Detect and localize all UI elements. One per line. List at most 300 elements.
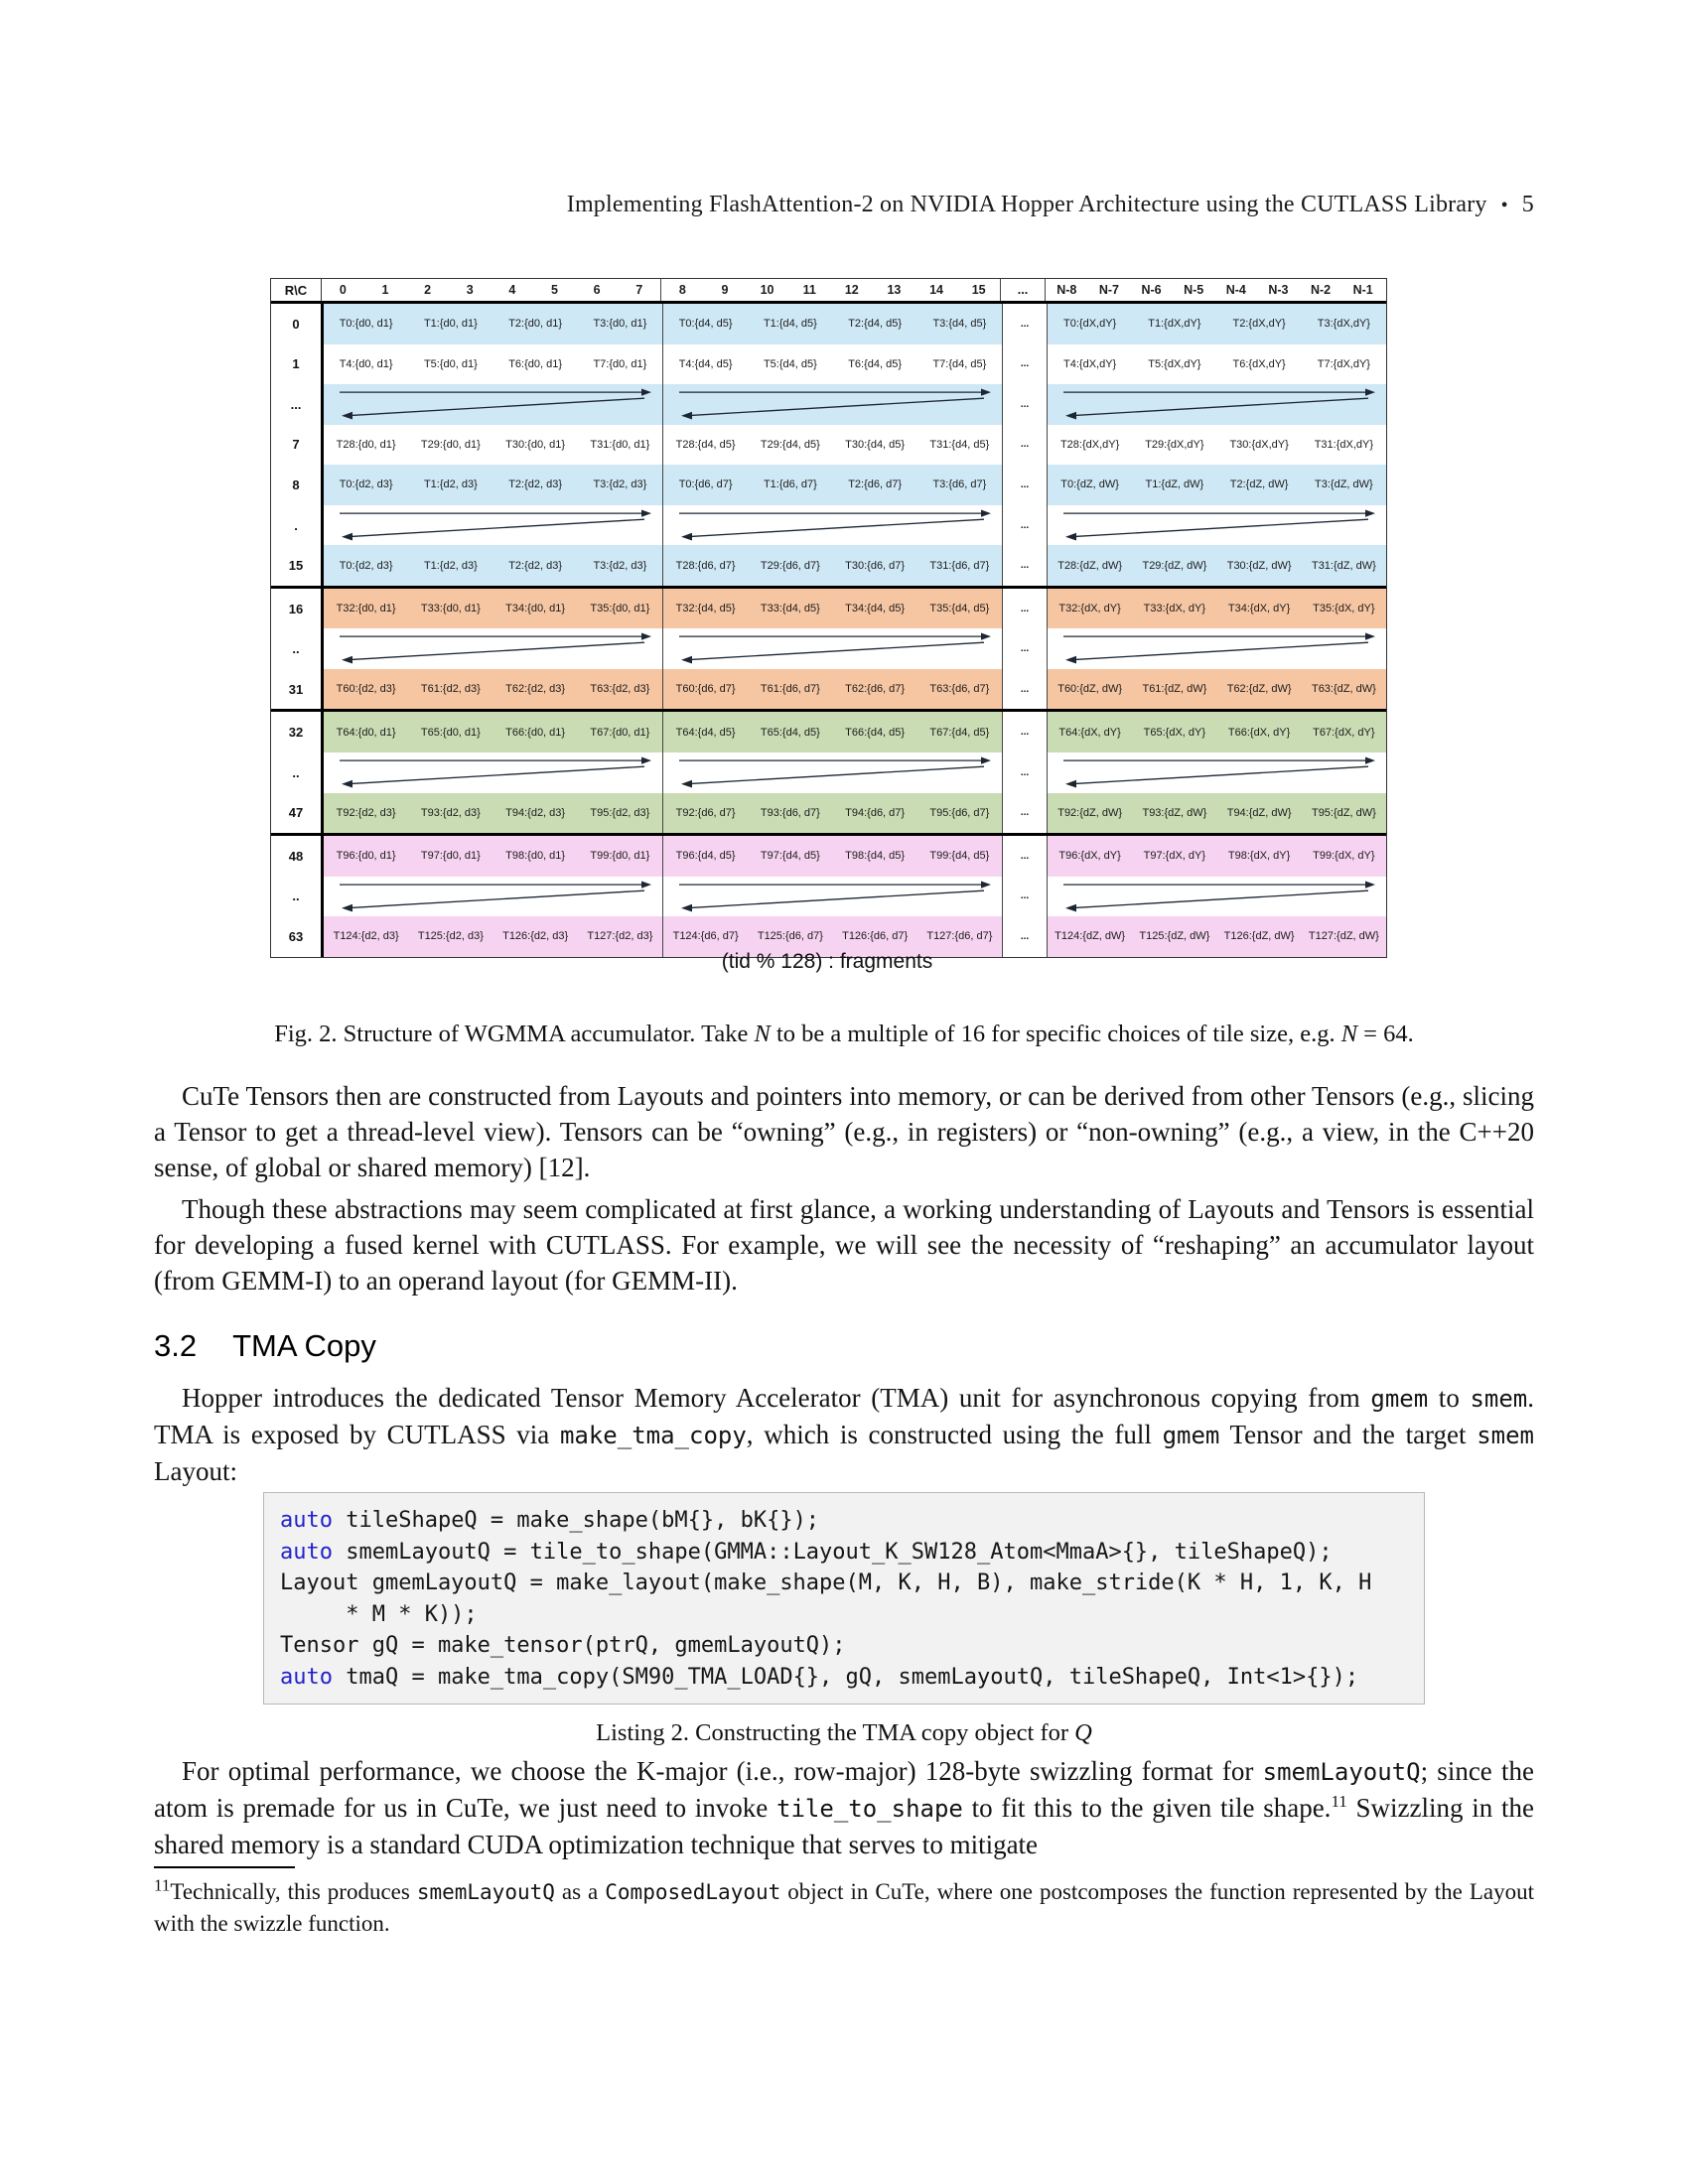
fragment-cell: T63:{d6, d7} bbox=[929, 683, 990, 696]
row-block bbox=[324, 384, 663, 425]
fragment-cell: T126:{dZ, dW} bbox=[1223, 930, 1295, 943]
row-block bbox=[663, 752, 1003, 793]
row-label-cell: 16 bbox=[271, 589, 324, 629]
row-block bbox=[1048, 752, 1386, 793]
fragment-cell: T7:{d4, d5} bbox=[932, 357, 987, 370]
text-segment: , which is constructed using the full bbox=[746, 1420, 1163, 1449]
column-header-block bbox=[661, 279, 1001, 301]
fragment-cell: T93:{d6, d7} bbox=[760, 806, 820, 819]
wgmma-accumulator-table bbox=[270, 278, 1387, 958]
traversal-order-arrow bbox=[663, 628, 1002, 669]
fragment-cell: T2:{d2, d3} bbox=[508, 478, 563, 491]
code-line bbox=[280, 1537, 1424, 1569]
column-header-block bbox=[322, 279, 661, 301]
traversal-order-arrow bbox=[324, 628, 662, 669]
fragment-cell: T1:{dZ, dW} bbox=[1145, 478, 1204, 491]
fragment-cell: T126:{d6, d7} bbox=[842, 930, 909, 943]
row-block bbox=[324, 836, 663, 877]
listing-caption bbox=[154, 1719, 1534, 1747]
code-token: smemLayoutQ = tile_to_shape(GMMA::Layout_K_SW128_Atom<MmaA>{}, tileShapeQ); bbox=[332, 1539, 1333, 1565]
section-title: TMA Copy bbox=[232, 1328, 376, 1363]
row-block bbox=[1048, 836, 1386, 877]
traversal-order-arrow bbox=[663, 505, 1002, 546]
fragment-cell: T93:{d2, d3} bbox=[420, 806, 481, 819]
text-segment: ; since the atom is premade for us in CuTe, we just need to invoke bbox=[154, 1756, 1534, 1823]
fragment-cell: T33:{d4, d5} bbox=[760, 603, 820, 615]
text-segment: Listing 2. Constructing the TMA copy object for bbox=[596, 1719, 1075, 1746]
fragment-cell: T60:{d6, d7} bbox=[675, 683, 736, 696]
fragment-cell: T92:{d2, d3} bbox=[336, 806, 396, 819]
column-header-cell: 2 bbox=[406, 279, 449, 301]
fragment-cell: T125:{d6, d7} bbox=[757, 930, 823, 943]
fragment-cell: T2:{d4, d5} bbox=[848, 318, 903, 331]
fragment-cell: T1:{d6, d7} bbox=[763, 478, 817, 491]
fragment-cell: T31:{d4, d5} bbox=[929, 438, 990, 451]
column-header-cell: 11 bbox=[788, 279, 831, 301]
column-header-cell: N-4 bbox=[1215, 279, 1258, 301]
fragment-cell: T92:{d6, d7} bbox=[675, 806, 736, 819]
row-block bbox=[1048, 505, 1386, 546]
fragment-cell: T31:{dZ, dW} bbox=[1311, 559, 1376, 572]
fragment-cell: T34:{d0, d1} bbox=[505, 603, 566, 615]
running-head-separator: • bbox=[1500, 195, 1508, 216]
row-label-cell: .. bbox=[271, 877, 324, 917]
row-ellipsis-cell: ... bbox=[1003, 304, 1048, 344]
fragment-cell: T5:{d4, d5} bbox=[763, 357, 817, 370]
section-number: 3.2 bbox=[154, 1328, 198, 1363]
text-segment: to fit this to the given tile shape. bbox=[962, 1793, 1332, 1823]
row-label-cell: ... bbox=[271, 384, 324, 425]
row-ellipsis-cell: ... bbox=[1003, 712, 1048, 752]
column-header-cell: 3 bbox=[449, 279, 492, 301]
text-segment: ComposedLayout bbox=[605, 1880, 781, 1904]
fragment-cell: T33:{d0, d1} bbox=[420, 603, 481, 615]
section-heading bbox=[154, 1328, 376, 1364]
row-block bbox=[324, 505, 663, 546]
table-row bbox=[271, 669, 1386, 713]
row-block bbox=[1048, 545, 1386, 586]
row-block bbox=[663, 877, 1003, 917]
fragment-cell: T3:{d0, d1} bbox=[593, 318, 647, 331]
fragment-cell: T5:{dX,dY} bbox=[1148, 357, 1201, 370]
fragment-cell: T6:{d0, d1} bbox=[508, 357, 563, 370]
row-label-cell: .. bbox=[271, 628, 324, 669]
table-row bbox=[271, 589, 1386, 629]
text-segment: N bbox=[754, 1021, 771, 1047]
table-row bbox=[271, 384, 1386, 425]
fragment-cell: T34:{d4, d5} bbox=[845, 603, 906, 615]
text-segment: Fig. 2. Structure of WGMMA accumulator. Take bbox=[274, 1021, 755, 1047]
row-label-cell: 0 bbox=[271, 304, 324, 344]
row-label-cell: 48 bbox=[271, 836, 324, 877]
column-header-cell: N-3 bbox=[1257, 279, 1300, 301]
traversal-order-arrow bbox=[1048, 628, 1386, 669]
fragment-cell: T125:{dZ, dW} bbox=[1139, 930, 1210, 943]
column-header-cell: 4 bbox=[492, 279, 534, 301]
fragment-cell: T2:{d6, d7} bbox=[848, 478, 903, 491]
text-segment: smem bbox=[1477, 1422, 1534, 1449]
row-label-cell: 47 bbox=[271, 793, 324, 834]
row-block bbox=[663, 344, 1003, 385]
fragment-cell: T28:{dX,dY} bbox=[1059, 438, 1120, 451]
fragment-cell: T95:{d6, d7} bbox=[929, 806, 990, 819]
fragment-cell: T0:{d2, d3} bbox=[339, 559, 393, 572]
row-block bbox=[663, 712, 1003, 752]
fragment-cell: T62:{d6, d7} bbox=[845, 683, 906, 696]
column-header-cell: N-2 bbox=[1300, 279, 1342, 301]
fragment-cell: T30:{d4, d5} bbox=[845, 438, 906, 451]
fragment-cell: T30:{d0, d1} bbox=[505, 438, 566, 451]
row-label-cell: 32 bbox=[271, 712, 324, 752]
traversal-order-arrow bbox=[1048, 752, 1386, 793]
fragment-cell: T31:{d0, d1} bbox=[590, 438, 650, 451]
table-row bbox=[271, 752, 1386, 793]
row-block bbox=[663, 628, 1003, 669]
fragment-cell: T32:{d4, d5} bbox=[675, 603, 736, 615]
row-ellipsis-cell: ... bbox=[1003, 628, 1048, 669]
text-segment: smemLayoutQ bbox=[1262, 1758, 1421, 1786]
code-line bbox=[280, 1630, 1424, 1662]
fragment-cell: T63:{d2, d3} bbox=[590, 683, 650, 696]
row-ellipsis-cell: ... bbox=[1003, 425, 1048, 466]
column-header-ellipsis: ... bbox=[1001, 279, 1046, 301]
fragment-cell: T6:{dX,dY} bbox=[1232, 357, 1286, 370]
column-header-cell: N-5 bbox=[1173, 279, 1215, 301]
row-ellipsis-cell: ... bbox=[1003, 916, 1048, 957]
code-token: tileShapeQ = make_shape(bM{}, bK{}); bbox=[332, 1508, 820, 1533]
code-token: Tensor gQ = make_tensor(ptrQ, gmemLayoutQ); bbox=[280, 1633, 846, 1658]
fragment-cell: T3:{d2, d3} bbox=[593, 478, 647, 491]
text-segment: . TMA is exposed by CUTLASS via bbox=[154, 1383, 1534, 1449]
traversal-order-arrow bbox=[1048, 877, 1386, 917]
fragment-cell: T61:{d2, d3} bbox=[420, 683, 481, 696]
fragment-cell: T35:{d4, d5} bbox=[929, 603, 990, 615]
fragment-cell: T98:{d4, d5} bbox=[845, 850, 906, 863]
row-block bbox=[1048, 793, 1386, 834]
traversal-order-arrow bbox=[324, 752, 662, 793]
fragment-cell: T127:{dZ, dW} bbox=[1308, 930, 1379, 943]
fragment-cell: T7:{dX,dY} bbox=[1317, 357, 1370, 370]
text-segment: For optimal performance, we choose the K-major (i.e., row-major) 128-byte swizzling format for bbox=[182, 1756, 1263, 1786]
row-ellipsis-cell: ... bbox=[1003, 505, 1048, 546]
fragment-cell: T29:{d0, d1} bbox=[420, 438, 481, 451]
paragraph-swizzling bbox=[154, 1753, 1534, 1862]
fragment-cell: T28:{d4, d5} bbox=[675, 438, 736, 451]
fragment-cell: T65:{dX, dY} bbox=[1143, 726, 1206, 739]
row-block bbox=[663, 384, 1003, 425]
row-block bbox=[663, 465, 1003, 505]
column-header-cell: 12 bbox=[831, 279, 874, 301]
column-header-cell: N-6 bbox=[1130, 279, 1173, 301]
row-ellipsis-cell: ... bbox=[1003, 589, 1048, 629]
fragment-cell: T98:{d0, d1} bbox=[505, 850, 566, 863]
column-header-block bbox=[1046, 279, 1384, 301]
fragment-cell: T92:{dZ, dW} bbox=[1057, 806, 1123, 819]
column-header-cell: 0 bbox=[322, 279, 364, 301]
row-block bbox=[324, 752, 663, 793]
row-ellipsis-cell: ... bbox=[1003, 877, 1048, 917]
fragment-cell: T28:{dZ, dW} bbox=[1057, 559, 1123, 572]
column-header-cell: N-8 bbox=[1046, 279, 1088, 301]
fragment-cell: T98:{dX, dY} bbox=[1227, 850, 1291, 863]
row-ellipsis-cell: ... bbox=[1003, 344, 1048, 385]
text-segment: object in CuTe, where one postcomposes the function represented by the Layout with the swizzle function. bbox=[154, 1879, 1534, 1936]
text-segment: make_tma_copy bbox=[559, 1422, 747, 1449]
column-header-cell: 7 bbox=[618, 279, 660, 301]
fragment-cell: T1:{d4, d5} bbox=[763, 318, 817, 331]
row-block bbox=[663, 669, 1003, 710]
row-block bbox=[1048, 589, 1386, 629]
footnote-11 bbox=[154, 1876, 1534, 1939]
row-ellipsis-cell: ... bbox=[1003, 669, 1048, 710]
text-segment: tile_to_shape bbox=[776, 1795, 963, 1823]
fragment-cell: T67:{d4, d5} bbox=[929, 726, 990, 739]
row-block bbox=[324, 545, 663, 586]
table-row bbox=[271, 304, 1386, 344]
fragment-cell: T30:{dZ, dW} bbox=[1226, 559, 1292, 572]
fragment-cell: T99:{dX, dY} bbox=[1313, 850, 1375, 863]
fragment-cell: T28:{d0, d1} bbox=[336, 438, 396, 451]
column-header-cell: 1 bbox=[364, 279, 407, 301]
fragment-cell: T97:{d4, d5} bbox=[760, 850, 820, 863]
code-line bbox=[280, 1505, 1424, 1537]
row-block bbox=[324, 877, 663, 917]
row-block bbox=[663, 836, 1003, 877]
column-header-cell: 15 bbox=[957, 279, 1000, 301]
fragment-cell: T31:{d6, d7} bbox=[929, 559, 990, 572]
text-segment: N bbox=[1340, 1021, 1358, 1047]
fragment-cell: T31:{dX,dY} bbox=[1314, 438, 1374, 451]
fragment-cell: T3:{d2, d3} bbox=[593, 559, 647, 572]
row-ellipsis-cell: ... bbox=[1003, 545, 1048, 586]
row-ellipsis-cell: ... bbox=[1003, 793, 1048, 834]
text-segment: 11 bbox=[1331, 1792, 1347, 1811]
fragment-cell: T30:{d6, d7} bbox=[845, 559, 906, 572]
row-block bbox=[324, 589, 663, 629]
fragment-cell: T29:{d4, d5} bbox=[760, 438, 820, 451]
table-row bbox=[271, 545, 1386, 589]
fragment-cell: T124:{d6, d7} bbox=[672, 930, 739, 943]
row-ellipsis-cell: ... bbox=[1003, 752, 1048, 793]
text-segment: CuTe Tensors then are constructed from Layouts and pointers into memory, or can be derived from other Tensors (e.g., slicing a Tensor to get a thread-level view). Tensors can be “owning” (e.g., in registers) or “non-owning” (e.g., a view, in the C++20 sense, of global or shared memory) [12]. bbox=[154, 1081, 1534, 1182]
running-head-title: Implementing FlashAttention-2 on NVIDIA Hopper Architecture using the CUTLASS Library bbox=[566, 192, 1487, 217]
fragment-cell: T66:{dX, dY} bbox=[1227, 726, 1291, 739]
text-segment: gmem bbox=[1162, 1422, 1220, 1449]
column-header-cell: 9 bbox=[704, 279, 747, 301]
text-segment: to be a multiple of 16 for specific choices of tile size, e.g. bbox=[770, 1021, 1341, 1047]
text-segment: smem bbox=[1470, 1385, 1528, 1413]
table-row bbox=[271, 425, 1386, 466]
row-block bbox=[324, 344, 663, 385]
traversal-order-arrow bbox=[1048, 384, 1386, 425]
fragment-cell: T35:{dX, dY} bbox=[1313, 603, 1375, 615]
code-listing-2 bbox=[263, 1492, 1425, 1705]
fragment-cell: T0:{dZ, dW} bbox=[1060, 478, 1119, 491]
text-segment: Swizzling in the shared memory is a standard CUDA optimization technique that serves to mitigate bbox=[154, 1793, 1534, 1859]
fragment-cell: T3:{dX,dY} bbox=[1317, 318, 1370, 331]
traversal-order-arrow bbox=[324, 505, 662, 546]
fragment-cell: T124:{d2, d3} bbox=[333, 930, 399, 943]
row-block bbox=[1048, 669, 1386, 710]
fragment-cell: T94:{dZ, dW} bbox=[1226, 806, 1292, 819]
column-header-cell: 14 bbox=[915, 279, 958, 301]
figure-caption bbox=[154, 1021, 1534, 1048]
row-label-cell: 8 bbox=[271, 465, 324, 505]
fragment-cell: T1:{d2, d3} bbox=[423, 478, 478, 491]
fragment-cell: T4:{d4, d5} bbox=[678, 357, 733, 370]
paragraph-cute-tensors bbox=[154, 1078, 1534, 1185]
text-segment: gmem bbox=[1370, 1385, 1429, 1413]
fragment-cell: T0:{d0, d1} bbox=[339, 318, 393, 331]
text-segment: smemLayoutQ bbox=[416, 1880, 555, 1904]
fragment-cell: T32:{d0, d1} bbox=[336, 603, 396, 615]
row-block bbox=[324, 793, 663, 834]
fragment-cell: T28:{d6, d7} bbox=[675, 559, 736, 572]
row-block bbox=[663, 425, 1003, 466]
row-block bbox=[663, 505, 1003, 546]
row-label-cell: . bbox=[271, 505, 324, 546]
fragment-cell: T126:{d2, d3} bbox=[502, 930, 569, 943]
fragment-cell: T5:{d0, d1} bbox=[423, 357, 478, 370]
footnote-rule bbox=[154, 1866, 295, 1868]
table-row bbox=[271, 877, 1386, 917]
fragment-cell: T62:{d2, d3} bbox=[505, 683, 566, 696]
table-row bbox=[271, 505, 1386, 546]
column-header-cell: 13 bbox=[873, 279, 915, 301]
fragment-cell: T29:{dZ, dW} bbox=[1142, 559, 1207, 572]
row-label-cell: 1 bbox=[271, 344, 324, 385]
row-block bbox=[324, 304, 663, 344]
fragment-cell: T30:{dX,dY} bbox=[1229, 438, 1289, 451]
text-segment: Layout: bbox=[154, 1456, 237, 1486]
fragment-cell: T62:{dZ, dW} bbox=[1226, 683, 1292, 696]
fragment-cell: T124:{dZ, dW} bbox=[1055, 930, 1126, 943]
fragment-cell: T99:{d4, d5} bbox=[929, 850, 990, 863]
keyword-token: auto bbox=[280, 1664, 333, 1690]
code-line bbox=[280, 1568, 1424, 1599]
fragment-cell: T99:{d0, d1} bbox=[590, 850, 650, 863]
fragment-cell: T3:{dZ, dW} bbox=[1315, 478, 1373, 491]
fragment-cell: T66:{d4, d5} bbox=[845, 726, 906, 739]
table-row bbox=[271, 712, 1386, 752]
row-block bbox=[324, 712, 663, 752]
fragment-cell: T7:{d0, d1} bbox=[593, 357, 647, 370]
figure-inline-caption: (tid % 128) : fragments bbox=[721, 950, 933, 973]
fragment-cell: T4:{d0, d1} bbox=[339, 357, 393, 370]
code-token: * M * K)); bbox=[280, 1601, 478, 1627]
table-row bbox=[271, 344, 1386, 385]
row-block bbox=[324, 425, 663, 466]
table-row bbox=[271, 628, 1386, 669]
fragment-cell: T127:{d2, d3} bbox=[587, 930, 653, 943]
text-segment: to bbox=[1428, 1383, 1471, 1413]
table-row bbox=[271, 793, 1386, 837]
table-row bbox=[271, 465, 1386, 505]
row-block bbox=[1048, 304, 1386, 344]
row-ellipsis-cell: ... bbox=[1003, 384, 1048, 425]
fragment-cell: T95:{d2, d3} bbox=[590, 806, 650, 819]
text-segment: 11 bbox=[154, 1875, 171, 1895]
fragment-cell: T1:{dX,dY} bbox=[1148, 318, 1201, 331]
text-segment: = 64. bbox=[1357, 1021, 1414, 1047]
traversal-order-arrow bbox=[324, 877, 662, 917]
fragment-cell: T65:{d0, d1} bbox=[420, 726, 481, 739]
code-token: tmaQ = make_tma_copy(SM90_TMA_LOAD{}, gQ, smemLayoutQ, tileShapeQ, Int<1>{}); bbox=[332, 1664, 1359, 1690]
fragment-cell: T29:{d6, d7} bbox=[760, 559, 820, 572]
row-block bbox=[1048, 384, 1386, 425]
fragment-cell: T94:{d2, d3} bbox=[505, 806, 566, 819]
fragment-cell: T2:{d0, d1} bbox=[508, 318, 563, 331]
fragment-cell: T33:{dX, dY} bbox=[1143, 603, 1206, 615]
traversal-order-arrow bbox=[663, 877, 1002, 917]
column-header-cell: 5 bbox=[533, 279, 576, 301]
code-line bbox=[280, 1662, 1424, 1694]
row-ellipsis-cell: ... bbox=[1003, 465, 1048, 505]
paragraph-abstractions bbox=[154, 1191, 1534, 1298]
fragment-cell: T3:{d4, d5} bbox=[932, 318, 987, 331]
fragment-cell: T29:{dX,dY} bbox=[1145, 438, 1204, 451]
fragment-cell: T2:{d2, d3} bbox=[508, 559, 563, 572]
traversal-order-arrow bbox=[324, 384, 662, 425]
fragment-cell: T125:{d2, d3} bbox=[417, 930, 484, 943]
row-block bbox=[663, 793, 1003, 834]
row-block bbox=[663, 545, 1003, 586]
code-line bbox=[280, 1599, 1424, 1631]
text-segment: Hopper introduces the dedicated Tensor Memory Accelerator (TMA) unit for asynchronous copying from bbox=[182, 1383, 1371, 1413]
page-number: 5 bbox=[1521, 192, 1534, 217]
fragment-cell: T34:{dX, dY} bbox=[1227, 603, 1291, 615]
column-header-cell: 6 bbox=[576, 279, 619, 301]
code-token: Layout gmemLayoutQ = make_layout(make_shape(M, K, H, B), make_stride(K * H, 1, K, H bbox=[280, 1570, 1372, 1595]
table-header-row bbox=[271, 279, 1386, 304]
fragment-cell: T2:{dX,dY} bbox=[1232, 318, 1286, 331]
column-header-cell: N-7 bbox=[1088, 279, 1131, 301]
fragment-cell: T61:{dZ, dW} bbox=[1142, 683, 1207, 696]
fragment-cell: T1:{d2, d3} bbox=[423, 559, 478, 572]
fragment-cell: T66:{d0, d1} bbox=[505, 726, 566, 739]
paragraph-tma-intro bbox=[154, 1380, 1534, 1489]
fragment-cell: T0:{d2, d3} bbox=[339, 478, 393, 491]
keyword-token: auto bbox=[280, 1539, 333, 1565]
row-block bbox=[663, 304, 1003, 344]
row-block bbox=[663, 589, 1003, 629]
row-block bbox=[1048, 465, 1386, 505]
fragment-cell: T95:{dZ, dW} bbox=[1311, 806, 1376, 819]
row-block bbox=[1048, 344, 1386, 385]
fragment-cell: T60:{d2, d3} bbox=[336, 683, 396, 696]
fragment-cell: T32:{dX, dY} bbox=[1058, 603, 1121, 615]
row-block bbox=[324, 465, 663, 505]
row-block bbox=[324, 628, 663, 669]
fragment-cell: T97:{dX, dY} bbox=[1143, 850, 1206, 863]
fragment-cell: T2:{dZ, dW} bbox=[1229, 478, 1289, 491]
fragment-cell: T67:{d0, d1} bbox=[590, 726, 650, 739]
fragment-cell: T96:{d0, d1} bbox=[336, 850, 396, 863]
fragment-cell: T3:{d6, d7} bbox=[932, 478, 987, 491]
row-block bbox=[324, 669, 663, 710]
row-label-cell: 7 bbox=[271, 425, 324, 466]
row-block bbox=[1048, 877, 1386, 917]
fragment-cell: T60:{dZ, dW} bbox=[1057, 683, 1123, 696]
fragment-cell: T64:{dX, dY} bbox=[1058, 726, 1121, 739]
fragment-cell: T64:{d4, d5} bbox=[675, 726, 736, 739]
fragment-cell: T0:{dX,dY} bbox=[1063, 318, 1117, 331]
fragment-cell: T35:{d0, d1} bbox=[590, 603, 650, 615]
fragment-cell: T4:{dX,dY} bbox=[1063, 357, 1117, 370]
fragment-cell: T94:{d6, d7} bbox=[845, 806, 906, 819]
fragment-cell: T61:{d6, d7} bbox=[760, 683, 820, 696]
fragment-cell: T96:{d4, d5} bbox=[675, 850, 736, 863]
